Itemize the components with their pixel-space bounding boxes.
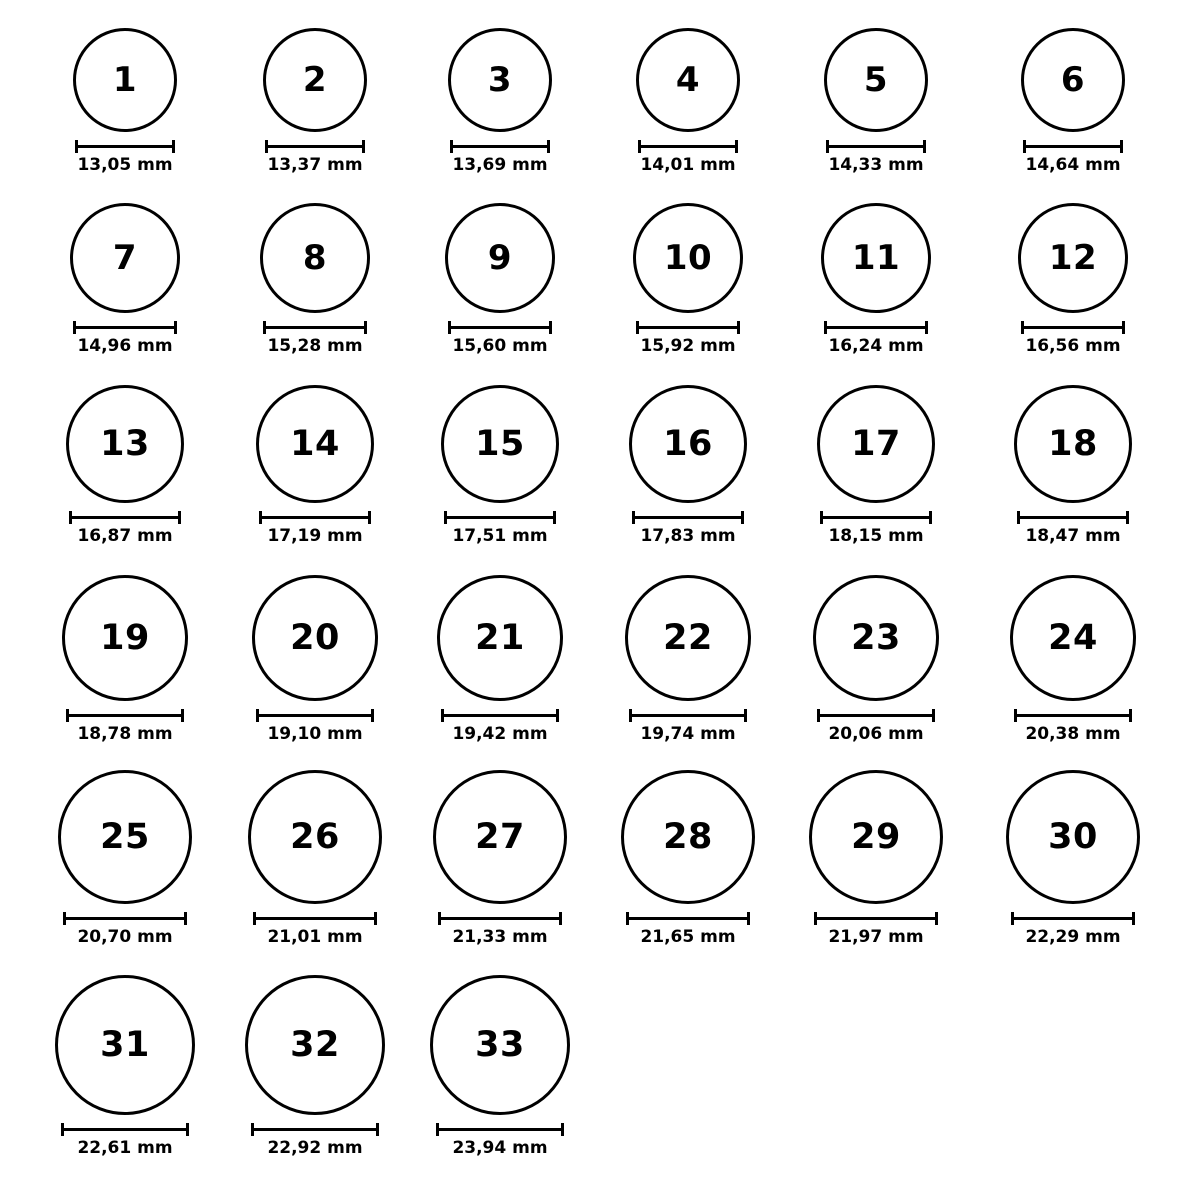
ring-size-item	[608, 203, 768, 355]
ring-circle	[1021, 28, 1125, 132]
ring-size-number: 22	[663, 617, 713, 658]
measure-line	[436, 1128, 564, 1131]
ring-size-item	[45, 385, 205, 545]
measure-tick-right	[737, 321, 740, 334]
ring-size-number: 32	[290, 1024, 340, 1065]
measure-tick-left	[826, 140, 829, 153]
ring-size-number: 6	[1060, 60, 1086, 100]
ring-size-number: 23	[851, 617, 901, 658]
measure-tick-left	[265, 140, 268, 153]
measure-tick-right	[547, 140, 550, 153]
ring-circle	[1014, 385, 1132, 503]
measure-line	[69, 516, 181, 519]
ring-diameter-label: 15,28 mm	[267, 336, 363, 356]
measure-tick-right	[184, 912, 187, 925]
measure-line	[626, 917, 750, 920]
measure-tick-right	[368, 511, 371, 524]
ring-circle	[1006, 770, 1140, 904]
measure-line	[636, 326, 740, 329]
measure-tick-right	[549, 321, 552, 334]
diameter-measure-bar	[441, 709, 559, 721]
diameter-measure-bar	[817, 709, 935, 721]
ring-circle	[430, 975, 570, 1115]
measure-line	[1021, 326, 1125, 329]
ring-diameter-label: 14,64 mm	[1025, 155, 1121, 175]
measure-tick-right	[178, 511, 181, 524]
ring-circle	[629, 385, 747, 503]
measure-tick-right	[747, 912, 750, 925]
diameter-measure-bar	[259, 511, 371, 523]
measure-line	[820, 516, 932, 519]
ring-diameter-label: 15,92 mm	[640, 336, 736, 356]
ring-circle	[73, 28, 177, 132]
diameter-measure-bar	[626, 912, 750, 924]
ring-size-item	[45, 575, 205, 743]
measure-tick-right	[553, 511, 556, 524]
ring-size-item	[420, 203, 580, 355]
measure-tick-left	[638, 140, 641, 153]
measure-tick-right	[362, 140, 365, 153]
measure-line	[450, 145, 550, 148]
measure-line	[629, 714, 747, 717]
diameter-measure-bar	[69, 511, 181, 523]
diameter-measure-bar	[636, 321, 740, 333]
measure-line	[441, 714, 559, 717]
measure-tick-right	[1132, 912, 1135, 925]
ring-circle	[441, 385, 559, 503]
ring-size-number: 31	[100, 1024, 150, 1065]
diameter-measure-bar	[438, 912, 562, 924]
measure-tick-right	[735, 140, 738, 153]
diameter-measure-bar	[251, 1123, 379, 1135]
diameter-measure-bar	[824, 321, 928, 333]
ring-size-number: 17	[851, 423, 901, 464]
ring-size-item	[993, 770, 1153, 946]
measure-tick-right	[374, 912, 377, 925]
ring-size-item	[608, 770, 768, 946]
ring-size-number: 5	[863, 60, 889, 100]
measure-line	[438, 917, 562, 920]
measure-line	[817, 714, 935, 717]
ring-diameter-label: 13,69 mm	[452, 155, 548, 175]
ring-size-item	[420, 975, 580, 1157]
diameter-measure-bar	[450, 140, 550, 152]
ring-size-number: 9	[487, 238, 513, 278]
ring-circle	[1018, 203, 1128, 313]
ring-circle	[809, 770, 943, 904]
measure-tick-left	[820, 511, 823, 524]
measure-line	[265, 145, 365, 148]
ring-circle	[62, 575, 188, 701]
ring-circle	[252, 575, 378, 701]
ring-circle	[248, 770, 382, 904]
ring-size-item	[608, 575, 768, 743]
measure-line	[63, 917, 187, 920]
measure-tick-right	[741, 511, 744, 524]
measure-line	[61, 1128, 189, 1131]
ring-circle	[433, 770, 567, 904]
ring-diameter-label: 18,15 mm	[828, 526, 924, 546]
diameter-measure-bar	[256, 709, 374, 721]
ring-circle	[824, 28, 928, 132]
measure-tick-right	[923, 140, 926, 153]
ring-circle	[66, 385, 184, 503]
ring-size-item	[235, 770, 395, 946]
diameter-measure-bar	[629, 709, 747, 721]
ring-size-item	[45, 203, 205, 355]
ring-size-item	[993, 575, 1153, 743]
diameter-measure-bar	[263, 321, 367, 333]
measure-tick-right	[376, 1123, 379, 1136]
ring-size-number: 10	[663, 238, 713, 278]
ring-size-item	[235, 575, 395, 743]
measure-tick-left	[259, 511, 262, 524]
ring-diameter-label: 23,94 mm	[452, 1138, 548, 1158]
ring-diameter-label: 14,96 mm	[77, 336, 173, 356]
ring-size-number: 3	[487, 60, 513, 100]
diameter-measure-bar	[448, 321, 552, 333]
diameter-measure-bar	[1017, 511, 1129, 523]
measure-tick-right	[1126, 511, 1129, 524]
ring-diameter-label: 22,92 mm	[267, 1138, 363, 1158]
measure-tick-left	[69, 511, 72, 524]
measure-line	[1023, 145, 1123, 148]
ring-circle	[445, 203, 555, 313]
diameter-measure-bar	[444, 511, 556, 523]
measure-tick-left	[448, 321, 451, 334]
measure-line	[259, 516, 371, 519]
ring-size-number: 21	[475, 617, 525, 658]
measure-tick-left	[251, 1123, 254, 1136]
ring-diameter-label: 21,65 mm	[640, 927, 736, 947]
ring-size-item	[608, 28, 768, 174]
measure-tick-right	[744, 709, 747, 722]
ring-circle	[448, 28, 552, 132]
ring-circle	[256, 385, 374, 503]
measure-tick-left	[256, 709, 259, 722]
measure-tick-left	[1021, 321, 1024, 334]
ring-size-item	[235, 385, 395, 545]
ring-size-item	[420, 575, 580, 743]
measure-tick-right	[559, 912, 562, 925]
ring-circle	[817, 385, 935, 503]
measure-tick-left	[438, 912, 441, 925]
measure-line	[826, 145, 926, 148]
measure-tick-left	[253, 912, 256, 925]
measure-line	[444, 516, 556, 519]
ring-size-item	[45, 28, 205, 174]
ring-size-item	[45, 975, 205, 1157]
ring-diameter-label: 15,60 mm	[452, 336, 548, 356]
ring-diameter-label: 16,56 mm	[1025, 336, 1121, 356]
ring-size-item	[420, 28, 580, 174]
ring-diameter-label: 17,83 mm	[640, 526, 736, 546]
ring-size-number: 26	[290, 816, 340, 857]
measure-tick-left	[632, 511, 635, 524]
ring-size-number: 28	[663, 816, 713, 857]
ring-circle	[245, 975, 385, 1115]
ring-circle	[55, 975, 195, 1115]
ring-size-item	[993, 385, 1153, 545]
ring-size-number: 14	[290, 423, 340, 464]
ring-size-number: 18	[1048, 423, 1098, 464]
ring-circle	[621, 770, 755, 904]
ring-diameter-label: 21,33 mm	[452, 927, 548, 947]
ring-size-item	[45, 770, 205, 946]
measure-line	[263, 326, 367, 329]
ring-diameter-label: 20,06 mm	[828, 724, 924, 744]
ring-diameter-label: 14,01 mm	[640, 155, 736, 175]
measure-tick-right	[1129, 709, 1132, 722]
ring-circle	[821, 203, 931, 313]
ring-circle	[625, 575, 751, 701]
measure-tick-left	[824, 321, 827, 334]
ring-size-number: 7	[112, 238, 138, 278]
ring-size-number: 16	[663, 423, 713, 464]
measure-tick-left	[636, 321, 639, 334]
ring-diameter-label: 22,29 mm	[1025, 927, 1121, 947]
measure-tick-right	[172, 140, 175, 153]
diameter-measure-bar	[73, 321, 177, 333]
measure-tick-left	[75, 140, 78, 153]
ring-diameter-label: 21,97 mm	[828, 927, 924, 947]
ring-size-item	[993, 203, 1153, 355]
ring-circle	[437, 575, 563, 701]
ring-diameter-label: 19,10 mm	[267, 724, 363, 744]
ring-diameter-label: 18,47 mm	[1025, 526, 1121, 546]
ring-size-item	[796, 203, 956, 355]
measure-tick-right	[925, 321, 928, 334]
measure-tick-right	[186, 1123, 189, 1136]
diameter-measure-bar	[265, 140, 365, 152]
diameter-measure-bar	[638, 140, 738, 152]
measure-tick-left	[441, 709, 444, 722]
ring-size-item	[235, 28, 395, 174]
measure-tick-right	[1122, 321, 1125, 334]
ring-size-number: 29	[851, 816, 901, 857]
measure-line	[75, 145, 175, 148]
ring-circle	[58, 770, 192, 904]
ring-diameter-label: 22,61 mm	[77, 1138, 173, 1158]
measure-line	[1011, 917, 1135, 920]
measure-tick-left	[436, 1123, 439, 1136]
measure-line	[814, 917, 938, 920]
ring-diameter-label: 20,38 mm	[1025, 724, 1121, 744]
ring-size-number: 27	[475, 816, 525, 857]
ring-size-number: 33	[475, 1024, 525, 1065]
measure-tick-left	[626, 912, 629, 925]
ring-circle	[260, 203, 370, 313]
measure-tick-left	[61, 1123, 64, 1136]
diameter-measure-bar	[63, 912, 187, 924]
ring-size-item	[796, 770, 956, 946]
measure-line	[256, 714, 374, 717]
measure-tick-left	[629, 709, 632, 722]
measure-tick-left	[444, 511, 447, 524]
ring-size-number: 24	[1048, 617, 1098, 658]
ring-circle	[70, 203, 180, 313]
measure-line	[73, 326, 177, 329]
measure-tick-left	[814, 912, 817, 925]
diameter-measure-bar	[826, 140, 926, 152]
ring-diameter-label: 17,51 mm	[452, 526, 548, 546]
measure-tick-left	[73, 321, 76, 334]
ring-diameter-label: 16,24 mm	[828, 336, 924, 356]
ring-size-item	[420, 770, 580, 946]
diameter-measure-bar	[75, 140, 175, 152]
ring-size-item	[796, 575, 956, 743]
measure-tick-right	[561, 1123, 564, 1136]
measure-tick-right	[364, 321, 367, 334]
ring-circle	[636, 28, 740, 132]
measure-tick-right	[174, 321, 177, 334]
measure-tick-right	[929, 511, 932, 524]
diameter-measure-bar	[632, 511, 744, 523]
ring-diameter-label: 19,42 mm	[452, 724, 548, 744]
measure-line	[253, 917, 377, 920]
diameter-measure-bar	[1023, 140, 1123, 152]
diameter-measure-bar	[436, 1123, 564, 1135]
ring-size-number: 30	[1048, 816, 1098, 857]
ring-diameter-label: 18,78 mm	[77, 724, 173, 744]
measure-tick-left	[1014, 709, 1017, 722]
ring-size-number: 11	[851, 238, 901, 278]
ring-circle	[263, 28, 367, 132]
ring-size-item	[420, 385, 580, 545]
diameter-measure-bar	[814, 912, 938, 924]
measure-tick-right	[556, 709, 559, 722]
measure-tick-left	[817, 709, 820, 722]
ring-diameter-label: 16,87 mm	[77, 526, 173, 546]
measure-tick-right	[1120, 140, 1123, 153]
measure-line	[632, 516, 744, 519]
diameter-measure-bar	[253, 912, 377, 924]
measure-tick-right	[932, 709, 935, 722]
ring-diameter-label: 20,70 mm	[77, 927, 173, 947]
ring-size-item	[993, 28, 1153, 174]
ring-diameter-label: 17,19 mm	[267, 526, 363, 546]
ring-size-number: 20	[290, 617, 340, 658]
ring-size-number: 15	[475, 423, 525, 464]
measure-tick-left	[1011, 912, 1014, 925]
measure-line	[1017, 516, 1129, 519]
measure-tick-right	[181, 709, 184, 722]
ring-diameter-label: 19,74 mm	[640, 724, 736, 744]
diameter-measure-bar	[1021, 321, 1125, 333]
ring-diameter-label: 13,05 mm	[77, 155, 173, 175]
measure-line	[448, 326, 552, 329]
ring-size-number: 1	[112, 60, 138, 100]
ring-size-number: 2	[302, 60, 328, 100]
measure-tick-left	[1017, 511, 1020, 524]
ring-size-number: 13	[100, 423, 150, 464]
measure-line	[66, 714, 184, 717]
ring-diameter-label: 13,37 mm	[267, 155, 363, 175]
ring-size-number: 25	[100, 816, 150, 857]
ring-size-number: 4	[675, 60, 701, 100]
measure-line	[638, 145, 738, 148]
measure-line	[824, 326, 928, 329]
ring-diameter-label: 21,01 mm	[267, 927, 363, 947]
measure-tick-right	[371, 709, 374, 722]
ring-circle	[633, 203, 743, 313]
measure-tick-left	[450, 140, 453, 153]
ring-size-item	[235, 203, 395, 355]
measure-line	[1014, 714, 1132, 717]
ring-size-number: 12	[1048, 238, 1098, 278]
ring-size-number: 8	[302, 238, 328, 278]
ring-circle	[813, 575, 939, 701]
ring-size-item	[796, 385, 956, 545]
diameter-measure-bar	[1014, 709, 1132, 721]
measure-tick-left	[63, 912, 66, 925]
ring-circle	[1010, 575, 1136, 701]
ring-size-number: 19	[100, 617, 150, 658]
ring-diameter-label: 14,33 mm	[828, 155, 924, 175]
measure-tick-left	[263, 321, 266, 334]
measure-tick-left	[1023, 140, 1026, 153]
diameter-measure-bar	[1011, 912, 1135, 924]
measure-tick-left	[66, 709, 69, 722]
diameter-measure-bar	[61, 1123, 189, 1135]
ring-size-item	[235, 975, 395, 1157]
diameter-measure-bar	[820, 511, 932, 523]
diameter-measure-bar	[66, 709, 184, 721]
measure-line	[251, 1128, 379, 1131]
measure-tick-right	[935, 912, 938, 925]
ring-size-item	[796, 28, 956, 174]
ring-size-item	[608, 385, 768, 545]
